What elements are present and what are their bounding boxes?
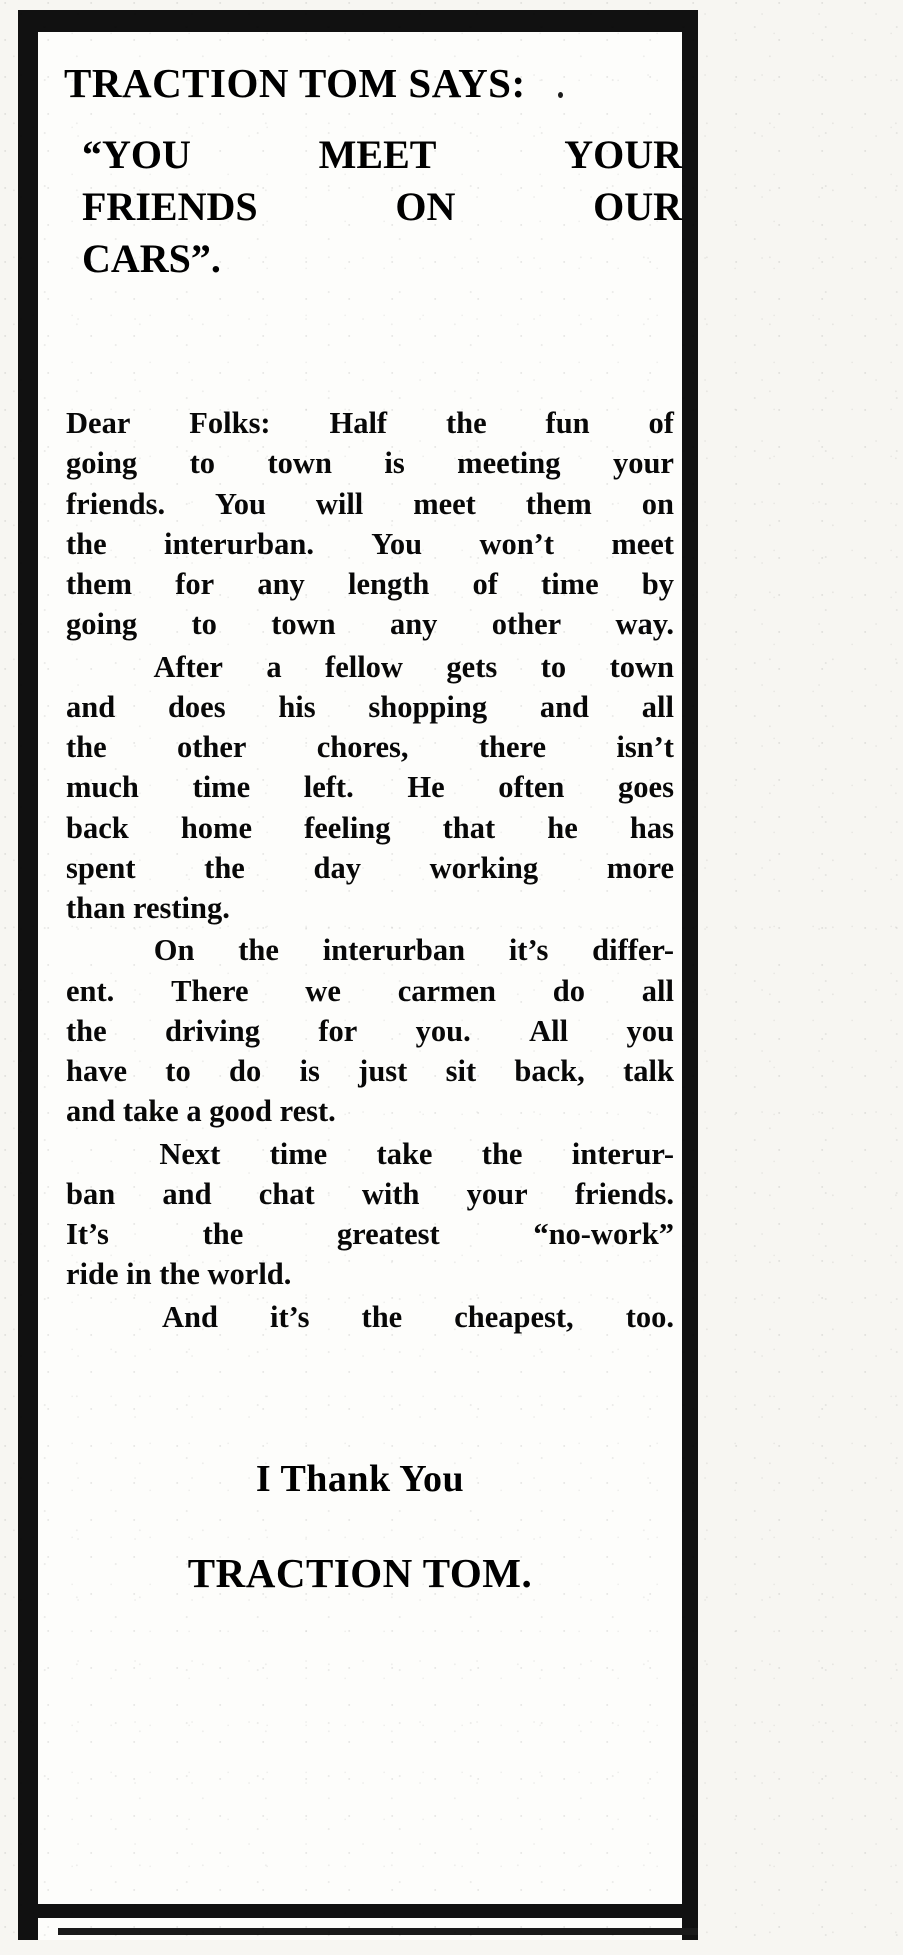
paragraph-2 [66,647,674,929]
word: is [299,1054,320,1089]
word: Dear [66,406,131,441]
word: your [466,1176,528,1211]
word: day [313,850,361,885]
text-line [66,848,674,888]
word: back [66,810,129,845]
text-line [66,1254,674,1294]
word: all [641,973,674,1008]
word: the [66,730,107,765]
advertisement-copy [66,403,674,1337]
word: ride [66,1257,119,1292]
word: It’s [66,1217,109,1252]
word: Folks: [189,406,271,441]
word: take [376,1136,433,1171]
word: fun [545,406,590,441]
text-line [66,1091,674,1131]
word: differ- [592,933,674,968]
word: greatest [336,1217,440,1252]
word: and [66,689,116,724]
text-line [66,564,674,604]
word: working [429,850,539,885]
word: interur- [571,1136,674,1171]
word: other [176,730,247,765]
word: often [498,770,565,805]
text-line [66,727,674,767]
word: carmen [397,973,496,1008]
word: resting. [132,891,230,926]
word: do [552,973,585,1008]
word: time [192,770,251,805]
word: Half [329,406,388,441]
advertisement-frame [18,10,698,1940]
word: meet [413,486,476,521]
word: friends. [574,1176,674,1211]
word: chores, [316,730,409,765]
word: interurban. [163,526,314,561]
slogan-word: YOUR [564,132,682,178]
word: them [66,567,133,602]
paragraph-1 [66,403,674,645]
advertisement-body [38,32,682,1940]
word: interurban [322,933,466,968]
word: friends. [66,486,166,521]
word: isn’t [616,730,674,765]
word: way. [615,607,674,642]
word: to [191,607,217,642]
word: the [66,526,107,561]
word: going [66,607,138,642]
paragraph-4 [66,1134,674,1295]
text-line [66,767,674,807]
word: the [238,933,279,968]
bottom-rule [18,1904,698,1918]
text-line [66,1011,674,1051]
word: town [267,446,332,481]
word: driving [165,1013,260,1048]
ink-speck [558,92,563,98]
word: do [229,1054,262,1089]
text-line [66,687,674,727]
word: chat [258,1176,315,1211]
word: than [66,891,126,926]
word: take [122,1094,179,1129]
word: and [539,689,590,724]
word: the [204,850,245,885]
word: On [153,933,195,968]
word: left. [303,770,354,805]
word: any [257,567,305,602]
word: town [271,607,336,642]
word: time [269,1136,328,1171]
word: any [389,607,438,642]
slogan-word: MEET [318,132,437,178]
word: his [278,689,316,724]
word: for [318,1013,358,1048]
word: shopping [368,689,488,724]
closing-block [64,1457,656,1597]
word: sit [445,1054,477,1089]
word: by [641,567,674,602]
word: All [529,1013,569,1048]
word: them [525,486,592,521]
text-line [66,403,674,443]
text-line [66,524,674,564]
word: home [180,810,252,845]
slogan-word: FRIENDS [82,184,258,230]
word: won’t [479,526,554,561]
word: more [606,850,674,885]
slogan-word: “YOU [82,132,191,178]
text-line [66,971,674,1011]
word: he [547,810,578,845]
word: with [361,1176,420,1211]
slogan-line-3 [82,233,682,285]
spacer [64,285,656,403]
word: of [648,406,674,441]
text-line [66,1214,674,1254]
word: You [371,526,423,561]
word: rest. [279,1094,336,1129]
spacer-bottom [64,1337,656,1457]
word: ent. [66,973,115,1008]
word: all [641,689,674,724]
slogan-word: OUR [593,184,682,230]
word: just [358,1054,408,1089]
word: He [407,770,445,805]
text-line [66,1051,674,1091]
paragraph-3 [66,930,674,1131]
word: and [162,1176,212,1211]
word: going [66,446,138,481]
word: the [159,1257,200,1292]
word: has [629,810,674,845]
word: “no-work” [533,1217,674,1252]
word: the [481,1136,523,1171]
word: your [612,446,674,481]
word: to [540,649,567,684]
slogan-word: CARS”. [82,236,221,282]
word: feeling [304,810,391,845]
word: other [491,607,562,642]
word: talk [623,1054,674,1089]
word: of [472,567,498,602]
word: spent [66,850,136,885]
word: is [384,446,405,481]
word: town [609,649,674,684]
text-line [66,930,674,970]
text-line [66,1134,674,1174]
word: After [153,649,223,684]
word: fellow [325,649,403,684]
word: have [66,1054,127,1089]
text-line [66,484,674,524]
page-title: TRACTION TOM SAYS: [64,60,526,106]
word: and [66,1094,116,1129]
word: gets [446,649,498,684]
word: back, [514,1054,585,1089]
word: meeting [457,446,561,481]
word: goes [618,770,674,805]
word: Next [159,1136,221,1171]
word: the [445,406,487,441]
word: it’s [508,933,549,968]
thank-you-line: I Thank You [255,1457,465,1500]
word: time [541,567,599,602]
word: world. [207,1257,292,1292]
word: to [189,446,216,481]
slogan-block [82,129,682,285]
word: the [66,1013,107,1048]
word: does [167,689,226,724]
word: a [186,1094,202,1129]
word: you. [415,1013,471,1048]
word: a [266,649,282,684]
text-line [66,443,674,483]
slogan-line-2 [82,181,682,233]
word: you [626,1013,674,1048]
word: that [442,810,496,845]
word: And [162,1299,218,1334]
text-line [66,888,674,928]
word: length [347,567,430,602]
text-line [66,1297,674,1337]
word: ban [66,1176,116,1211]
word: it’s [269,1299,310,1334]
word: we [305,973,341,1008]
word: good [209,1094,272,1129]
text-line [66,647,674,687]
paragraph-5 [66,1297,674,1337]
slogan-word: ON [395,184,456,230]
text-line [66,808,674,848]
text-line [66,1174,674,1214]
word: the [202,1217,244,1252]
text-line [66,604,674,644]
word: You [215,486,266,521]
word: There [171,973,249,1008]
word: in [126,1257,152,1292]
word: much [66,770,139,805]
word: for [175,567,215,602]
signature-line: TRACTION TOM. [187,1549,533,1596]
word: too. [625,1299,674,1334]
word: cheapest, [454,1299,574,1334]
word: there [478,730,547,765]
word: to [165,1054,191,1089]
word: meet [611,526,674,561]
slogan-line-1 [82,129,682,181]
bottom-rule-secondary [58,1928,698,1935]
word: the [361,1299,403,1334]
word: will [315,486,364,521]
word: on [641,486,674,521]
